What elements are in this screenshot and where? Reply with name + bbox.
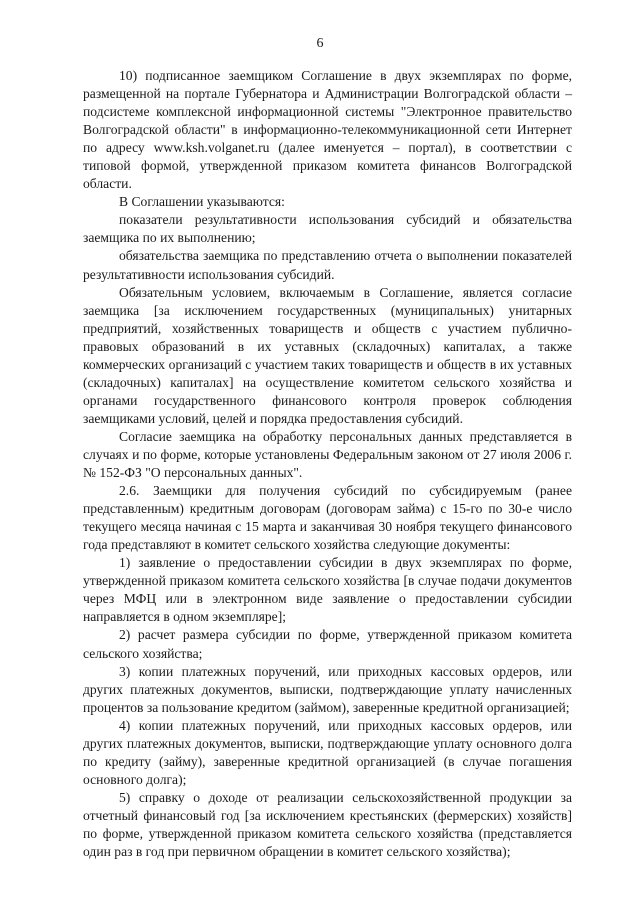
paragraph-list-item-3: 3) копии платежных поручений, или приходных кассовых ордеров, или других платежных документов, выписки, подтверждающие уплату начисленных процентов за пользование кредитом (займом), заверенные кредитной организацией; [83,663,572,715]
paragraph-report-obligations: обязательства заемщика по представлению отчета о выполнении показателей результативности использования субсидий. [83,248,572,282]
paragraph-section-2-6: 2.6. Заемщики для получения субсидий по субсидируемым (ранее представленным) кредитным договорам (договорам займа) с 15-го по 30-е число текущего месяца начиная с 15 марта и заканчивая 30 ноября текущего финансового года представляют в комитет сельского хозяйства следующие документы: [83,483,572,553]
paragraph-agreement-intro: В Соглашении указываются: [119,194,285,210]
paragraph-mandatory-condition: Обязательным условием, включаемым в Соглашение, является согласие заемщика [за исключением государственных (муниципальных) унитарных предприятий, хозяйственных товариществ и обществ с участием публично-правовых образований в их уставных (складочных) капиталах, а также коммерческих организаций с участием таких товариществ и обществ в их уставных (складочных) капиталах] на осуществление комитетом сельского хозяйства и органами государственного финансового контроля проверок соблюдения заемщиками условий, целей и порядка предоставления субсидий. [83,284,572,426]
document-body [83,67,572,861]
paragraph-personal-data-consent: Согласие заемщика на обработку персональных данных представляется в случаях и по форме, которые установлены Федеральным законом от 27 июля 2006 г. № 152-ФЗ "О персональных данных". [83,428,572,481]
paragraph-performance-indicators: показатели результативности использования субсидий и обязательства заемщика по их выполнению; [83,212,572,246]
paragraph-list-item-5: 5) справку о доходе от реализации сельскохозяйственной продукции за отчетный финансовый год [за исключением крестьянских (фермерских) хозяйств] по форме, утвержденной приказом комитета сельского хозяйства (представляется один раз в год при первичном обращении в комитет сельского хозяйства); [83,789,572,860]
paragraph-list-item-1: 1) заявление о предоставлении субсидии в двух экземплярах по форме, утвержденной приказом комитета сельского хозяйства [в случае подачи документов через МФЦ или в электронном виде заявление о предоставлении субсидии направляется в одном экземпляре]; [83,555,572,625]
paragraph-item-10: 10) подписанное заемщиком Соглашение в двух экземплярах по форме, размещенной на портале Губернатора и Администрации Волгоградской области – подсистеме комплексной информационной системы "Электронное правительство Волгоградской области" в информационно-телекоммуникационной сети Интернет по адресу www.ksh.volganet.ru (далее именуется – портал), в соответствии с типовой формой, утвержденной приказом комитета финансов Волгоградской области. [83,68,572,192]
paragraph-list-item-4: 4) копии платежных поручений, или приходных кассовых ордеров, или других платежных документов, выписки, подтверждающие уплату основного долга по кредиту (займу), заверенные кредитной организацией (в случае погашения основного долга); [83,717,572,787]
page-number: 6 [316,36,324,51]
paragraph-list-item-2: 2) расчет размера субсидии по форме, утвержденной приказом комитета сельского хозяйства; [83,627,572,661]
